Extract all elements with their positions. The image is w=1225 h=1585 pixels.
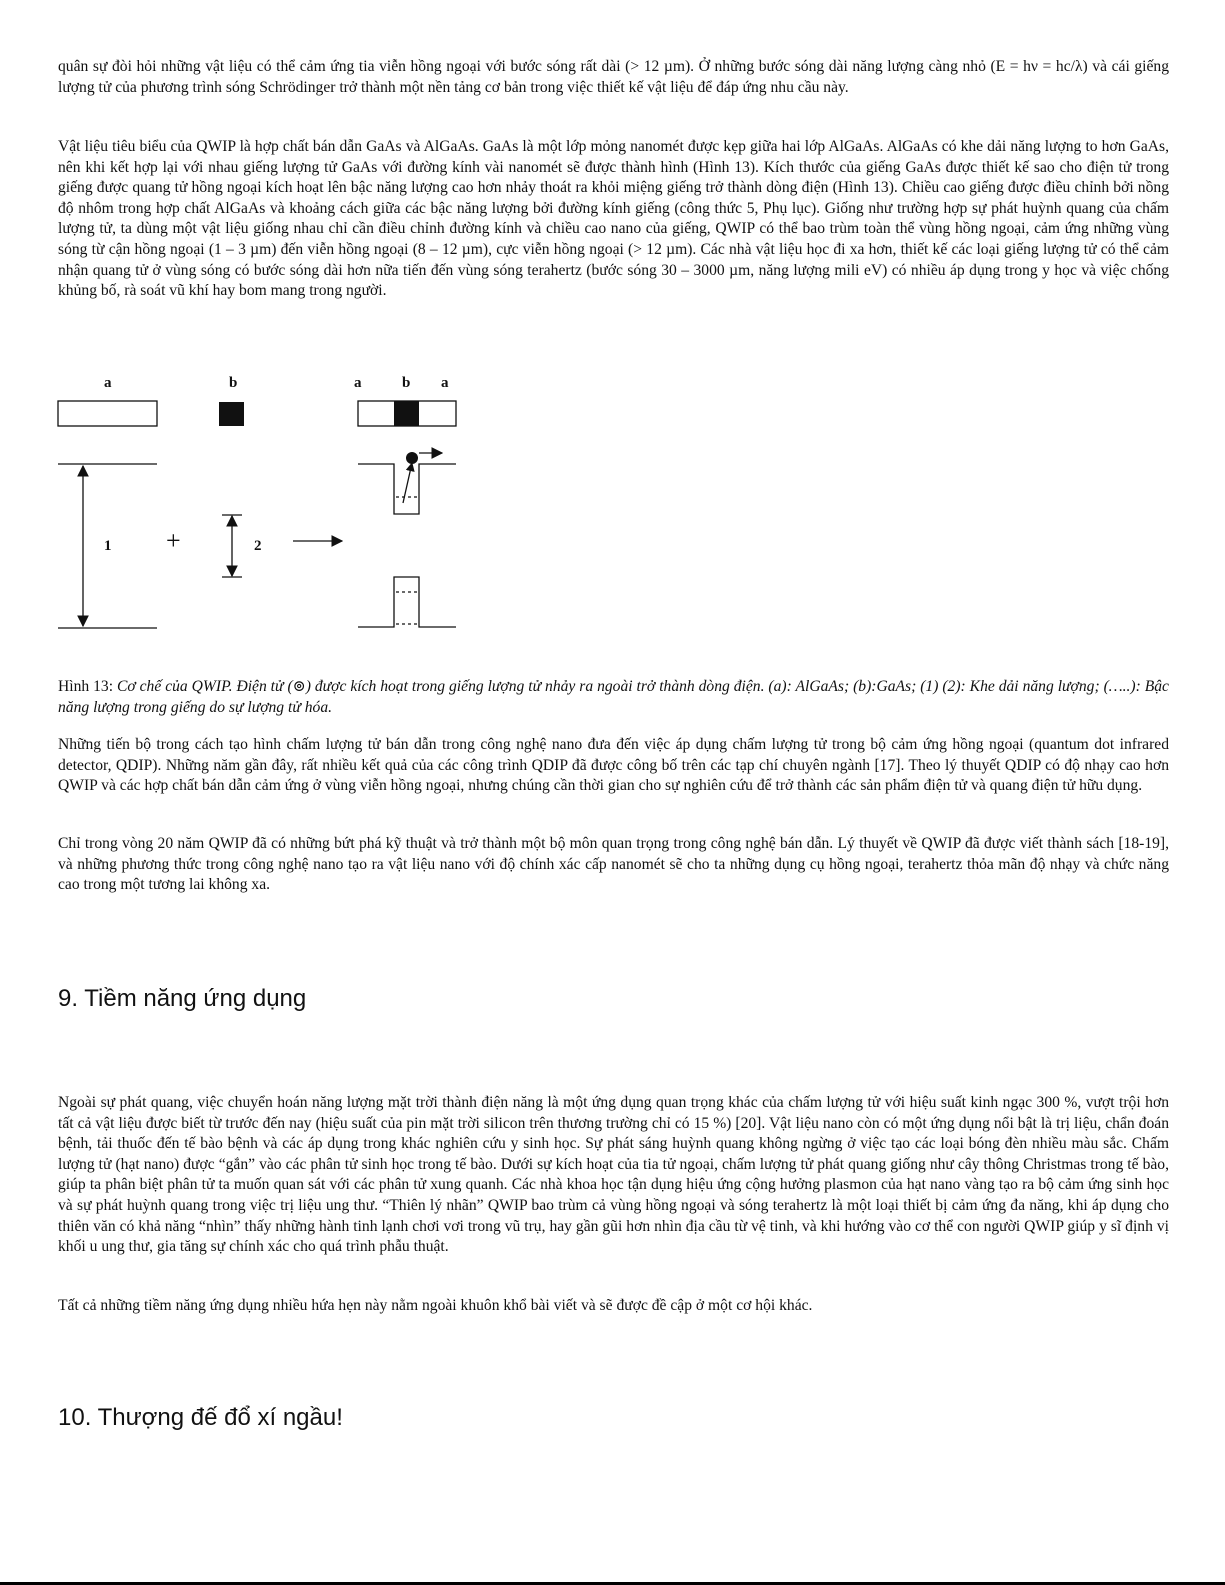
conduction-band-well bbox=[358, 464, 456, 514]
paragraph-intro-continued: quân sự đòi hỏi những vật liệu có thể cảm ứng tia viễn hồng ngoại với bước sóng rất dài (> 12 µm). Ở những bước sóng dài năng lượng càng nhỏ (E = hν = hc/λ) và cái giếng lượng tử của phương trình sóng Schrödinger trở thành một nền tảng cơ bản trong việc thiết kế vật liệu để đáp ứng nhu cầu này. bbox=[58, 58, 1169, 96]
label-gap-2: 2 bbox=[254, 538, 262, 554]
heterostructure-gaas-layer bbox=[394, 401, 419, 426]
electron-dot bbox=[406, 452, 418, 464]
paragraph-applications: Ngoài sự phát quang, việc chuyển hoán năng lượng mặt trời thành điện năng là một ứng dụng quan trọng khác của chấm lượng tử với hiệu suất kinh ngạc 300 %, vượt trội hơn tất cả vật liệu được biết từ trước đến nay (hiệu suất của pin mặt trời silicon trên thương trường chỉ có 15 %) [20]. Vật liệu nano còn có một ứng dụng nổi bật là trị liệu, chẩn đoán bệnh, tải thuốc đến tế bào bệnh và các áp dụng trong khác nghiên cứu y sinh học. Sự phát sáng huỳnh quang không ngừng ở việc tạo các loại bóng đèn nhiều màu sắc. Chấm lượng tử (hạt nano) được “gắn” vào các phân tử sinh học trong tế bào. Dưới sự kích hoạt của tia tử ngoại, chấm lượng tử phát quang giống như cây thông Christmas trong tế bào, giúp ta phân biệt phân tử ta muốn quan sát với các phân tử xung quanh. Các nhà khoa học tận dụng hiệu ứng cộng hưởng plasmon của hạt nano vàng tạo ra bộ cảm ứng sinh học và sự phát huỳnh quang trong việc trị liệu ung thư. “Thiên lý nhãn” QWIP bao trùm cả vùng hồng ngoại và sóng terahertz là một loại thiết bị cảm ứng đa năng, khi áp dụng cho thiên văn có khả năng “nhìn” thấy những hành tinh lạnh chơi vơi trong vũ trụ, hay gần gũi hơn nhìn địa cầu từ vệ tinh, và khi hướng vào cơ thể con người QWIP giúp y sĩ định vị khối u ung thư, gia tăng sự chính xác cho quá trình phẫu thuật. bbox=[58, 1094, 1169, 1256]
label-gaas-right: b bbox=[402, 375, 411, 391]
label-algaas-right-2: a bbox=[441, 375, 449, 391]
plus-sign: + bbox=[166, 526, 181, 555]
section-heading-10: 10. Thượng đế đổ xí ngầu! bbox=[58, 1404, 343, 1431]
caption-prefix: Hình 13: bbox=[58, 678, 117, 695]
figure-qwip-mechanism bbox=[0, 360, 520, 650]
algaas-block bbox=[58, 401, 157, 426]
figure-caption bbox=[58, 677, 1169, 718]
paragraph-applications-closing: Tất cả những tiềm năng ứng dụng nhiều hứa hẹn này nằm ngoài khuôn khổ bài viết và sẽ được đề cập ở một cơ hội khác. bbox=[58, 1297, 813, 1314]
caption-text: Cơ chế của QWIP. Điện tử (⊚) được kích hoạt trong giếng lượng tử nhảy ra ngoài trở thành dòng điện. (a): AlGaAs; (b):GaAs; (1) (2): Khe dải năng lượng; (…..): Bậc năng lượng trong giếng do sự lượng tử hóa. bbox=[58, 678, 1169, 716]
paragraph-qwip-materials: Vật liệu tiêu biểu của QWIP là hợp chất bán dẫn GaAs và AlGaAs. GaAs là một lớp mỏng nanomét được kẹp giữa hai lớp AlGaAs. AlGaAs có khe dải năng lượng to hơn GaAs, nên khi kết hợp lại với nhau giếng lượng tử GaAs với đường kính vài nanomét sẽ được thành hình (Hình 13). Kích thước của giếng GaAs được thiết kế sao cho điện tử trong giếng được quang tử hồng ngoại kích hoạt lên bậc năng lượng cao hơn nhảy thoát ra khỏi miệng giếng trở thành dòng điện (Hình 13). Chiều cao giếng được điều chỉnh bởi nồng độ nhôm trong hợp chất AlGaAs và khoảng cách giữa các bậc năng lượng bởi đường kính giếng (công thức 5, Phụ lục). Giống như trường hợp sự phát huỳnh quang của chấm lượng tử, ta dùng một vật liệu giống nhau chỉ cần điều chỉnh đường kính và chiều cao nano của giếng, QWIP có thể bao trùm toàn thể vùng hồng ngoại, cảm ứng những vùng sóng từ cận hồng ngoại (1 – 3 µm) đến viễn hồng ngoại (8 – 12 µm), cực viễn hồng ngoại (> 12 µm). Các nhà vật liệu học đi xa hơn, thiết kế các loại giếng lượng tử có thể cảm nhận quang tử ở vùng sóng có bước sóng dài hơn nữa tiến đến vùng sóng terahertz (bước sóng 30 – 3000 µm, năng lượng mili eV) có nhiều áp dụng trong y học và việc chống khủng bố, rà soát vũ khí hay bom mang trong người. bbox=[58, 138, 1169, 300]
label-algaas-right-1: a bbox=[354, 375, 362, 391]
gaas-block bbox=[219, 402, 244, 426]
paragraph-qwip-progress: Chỉ trong vòng 20 năm QWIP đã có những bứt phá kỹ thuật và trở thành một bộ môn quan trọng trong công nghệ bán dẫn. Lý thuyết về QWIP đã được viết thành sách [18-19], và những phương thức trong công nghệ nano tạo ra vật liệu nano với độ chính xác cấp nanomét sẽ cho ta những dụng cụ hồng ngoại, terahertz thỏa mãn độ nhạy và chức năng cao trong một tương lai không xa. bbox=[58, 835, 1169, 894]
valence-band-well bbox=[358, 577, 456, 627]
label-algaas-left: a bbox=[104, 375, 112, 391]
section-heading-9: 9. Tiềm năng ứng dụng bbox=[58, 985, 307, 1012]
paragraph-qdip: Những tiến bộ trong cách tạo hình chấm lượng tử bán dẫn trong công nghệ nano đưa đến việc áp dụng chấm lượng tử trong bộ cảm ứng hồng ngoại (quantum dot infrared detector, QDIP). Những năm gần đây, rất nhiều kết quả của các công trình QDIP đã được công bố trên các tạp chí chuyên ngành [17]. Theo lý thuyết QDIP có độ nhạy cao hơn QWIP và các hợp chất bán dẫn cảm ứng ở vùng viễn hồng ngoại, nhưng chúng cần thời gian cho sự nghiên cứu để trở thành các sản phẩm điện tử và quang điện tử hữu dụng. bbox=[58, 736, 1169, 795]
label-gap-1: 1 bbox=[104, 538, 112, 554]
label-gaas-middle: b bbox=[229, 375, 238, 391]
